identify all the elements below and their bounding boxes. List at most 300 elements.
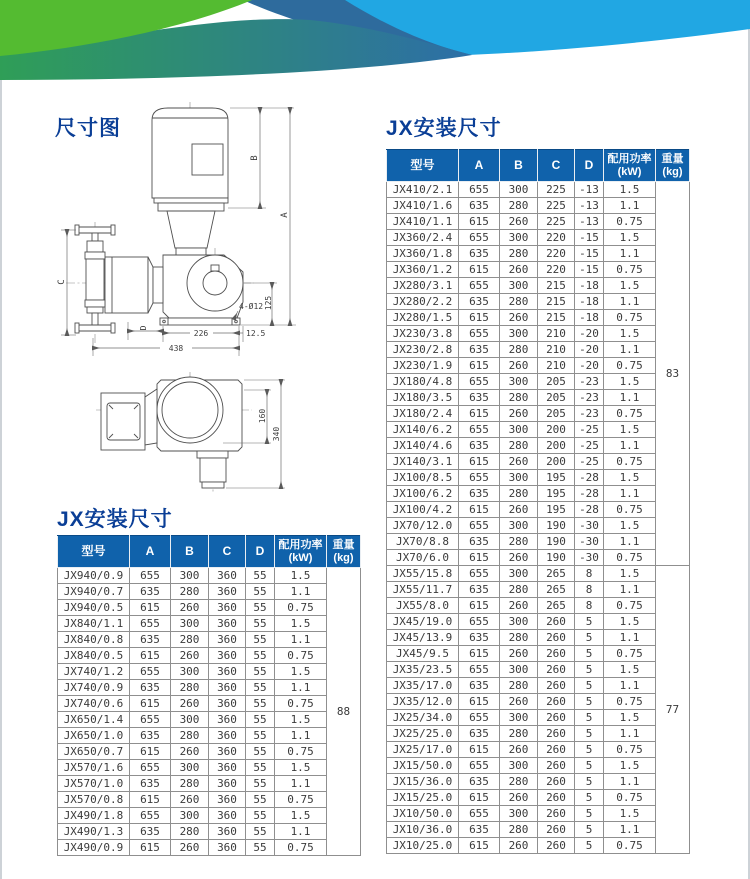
value-cell: 300 (171, 664, 209, 680)
value-cell: -23 (575, 374, 604, 390)
value-cell: 635 (459, 390, 500, 406)
model-cell: JX280/2.2 (387, 294, 459, 310)
table-row (387, 566, 690, 582)
value-cell: 5 (575, 838, 604, 854)
table-row (58, 696, 361, 712)
value-cell: 655 (130, 664, 171, 680)
value-cell: 55 (246, 776, 275, 792)
value-cell: 615 (459, 550, 500, 566)
value-cell: 655 (459, 470, 500, 486)
value-cell: 280 (500, 246, 538, 262)
value-cell: 615 (459, 454, 500, 470)
table-row (58, 744, 361, 760)
value-cell: 0.75 (604, 646, 656, 662)
value-cell: 5 (575, 742, 604, 758)
table-row (387, 246, 690, 262)
value-cell: 55 (246, 728, 275, 744)
value-cell: 360 (209, 696, 246, 712)
value-cell: 5 (575, 646, 604, 662)
table-row (58, 664, 361, 680)
value-cell: 300 (500, 806, 538, 822)
column-header: 重量(kg) (327, 536, 361, 568)
model-cell: JX140/3.1 (387, 454, 459, 470)
table-row (387, 726, 690, 742)
value-cell: 0.75 (275, 792, 327, 808)
value-cell: 1.5 (275, 664, 327, 680)
value-cell: 635 (130, 584, 171, 600)
column-header: A (130, 536, 171, 568)
value-cell: 260 (500, 262, 538, 278)
value-cell: -20 (575, 326, 604, 342)
left-table-title: JX安装尺寸 (57, 508, 173, 531)
value-cell: 615 (459, 838, 500, 854)
table-row (387, 198, 690, 214)
table-row (58, 760, 361, 776)
value-cell: 615 (459, 214, 500, 230)
value-cell: -18 (575, 278, 604, 294)
value-cell: 1.1 (604, 486, 656, 502)
table-row (58, 600, 361, 616)
model-cell: JX55/8.0 (387, 598, 459, 614)
value-cell: 635 (130, 728, 171, 744)
value-cell: 260 (538, 774, 575, 790)
value-cell: 300 (171, 808, 209, 824)
value-cell: 635 (130, 632, 171, 648)
column-header: 配用功率(kW) (604, 150, 656, 182)
value-cell: 205 (538, 390, 575, 406)
value-cell: 265 (538, 598, 575, 614)
value-cell: 260 (500, 838, 538, 854)
value-cell: 55 (246, 712, 275, 728)
value-cell: 0.75 (604, 454, 656, 470)
value-cell: 1.5 (275, 808, 327, 824)
value-cell: 615 (130, 648, 171, 664)
value-cell: 260 (538, 630, 575, 646)
value-cell: 190 (538, 550, 575, 566)
banner-graphic (0, 0, 750, 95)
value-cell: 1.1 (275, 728, 327, 744)
value-cell: 655 (459, 518, 500, 534)
table-row (387, 342, 690, 358)
value-cell: 0.75 (604, 262, 656, 278)
table-header-row (387, 150, 690, 182)
value-cell: 0.75 (604, 838, 656, 854)
value-cell: 0.75 (604, 502, 656, 518)
value-cell: 360 (209, 648, 246, 664)
value-cell: 0.75 (275, 600, 327, 616)
table-row (387, 774, 690, 790)
value-cell: 225 (538, 182, 575, 198)
value-cell: 635 (459, 630, 500, 646)
value-cell: 635 (130, 824, 171, 840)
model-cell: JX180/3.5 (387, 390, 459, 406)
value-cell: 215 (538, 278, 575, 294)
value-cell: 55 (246, 616, 275, 632)
value-cell: 260 (500, 550, 538, 566)
value-cell: -20 (575, 358, 604, 374)
value-cell: 615 (459, 310, 500, 326)
table-row (387, 230, 690, 246)
value-cell: 260 (500, 502, 538, 518)
value-cell: 5 (575, 614, 604, 630)
value-cell: 360 (209, 584, 246, 600)
value-cell: 205 (538, 374, 575, 390)
table-row (58, 728, 361, 744)
value-cell: 300 (171, 760, 209, 776)
value-cell: 215 (538, 310, 575, 326)
value-cell: 635 (459, 294, 500, 310)
value-cell: 8 (575, 566, 604, 582)
value-cell: 260 (538, 710, 575, 726)
model-cell: JX570/1.0 (58, 776, 130, 792)
dim-label-226: 226 (193, 329, 209, 338)
value-cell: 360 (209, 712, 246, 728)
value-cell: 360 (209, 728, 246, 744)
value-cell: 260 (500, 454, 538, 470)
column-header: A (459, 150, 500, 182)
value-cell: 635 (459, 486, 500, 502)
table-row (387, 662, 690, 678)
value-cell: 280 (500, 438, 538, 454)
weight-cell: 88 (327, 568, 361, 856)
value-cell: 655 (459, 326, 500, 342)
value-cell: -18 (575, 310, 604, 326)
dim-label-d: D (139, 325, 148, 331)
value-cell: 280 (500, 822, 538, 838)
value-cell: 220 (538, 246, 575, 262)
table-row (387, 358, 690, 374)
table-row (387, 822, 690, 838)
right-table-title: JX安装尺寸 (386, 117, 502, 140)
value-cell: 55 (246, 840, 275, 856)
value-cell: 655 (130, 568, 171, 584)
value-cell: 0.75 (604, 214, 656, 230)
value-cell: 655 (459, 374, 500, 390)
value-cell: 1.5 (604, 278, 656, 294)
pump-head-outline (105, 257, 163, 313)
value-cell: 190 (538, 518, 575, 534)
value-cell: 615 (459, 406, 500, 422)
value-cell: 655 (130, 712, 171, 728)
value-cell: 360 (209, 824, 246, 840)
value-cell: 0.75 (604, 358, 656, 374)
value-cell: 280 (500, 534, 538, 550)
value-cell: 280 (500, 630, 538, 646)
column-header: C (209, 536, 246, 568)
model-cell: JX490/1.3 (58, 824, 130, 840)
value-cell: 1.1 (275, 584, 327, 600)
model-cell: JX360/1.2 (387, 262, 459, 278)
value-cell: 260 (500, 790, 538, 806)
value-cell: 1.5 (275, 616, 327, 632)
value-cell: 1.5 (604, 422, 656, 438)
column-header: 重量(kg) (656, 150, 690, 182)
model-cell: JX410/1.1 (387, 214, 459, 230)
value-cell: -13 (575, 198, 604, 214)
model-cell: JX35/23.5 (387, 662, 459, 678)
model-cell: JX490/0.9 (58, 840, 130, 856)
value-cell: 55 (246, 792, 275, 808)
table-row (58, 840, 361, 856)
column-header: B (500, 150, 538, 182)
value-cell: 55 (246, 568, 275, 584)
top-view-drawing (96, 372, 285, 492)
value-cell: 1.5 (275, 568, 327, 584)
model-cell: JX490/1.8 (58, 808, 130, 824)
value-cell: 55 (246, 680, 275, 696)
table-row (387, 182, 690, 198)
model-cell: JX100/4.2 (387, 502, 459, 518)
value-cell: 635 (459, 534, 500, 550)
value-cell: 360 (209, 680, 246, 696)
value-cell: 8 (575, 582, 604, 598)
table-row (58, 808, 361, 824)
value-cell: 300 (500, 614, 538, 630)
value-cell: 260 (500, 694, 538, 710)
value-cell: 55 (246, 664, 275, 680)
value-cell: 1.5 (604, 230, 656, 246)
value-cell: -23 (575, 406, 604, 422)
value-cell: 280 (171, 728, 209, 744)
model-cell: JX70/12.0 (387, 518, 459, 534)
value-cell: 615 (130, 696, 171, 712)
value-cell: 615 (459, 262, 500, 278)
value-cell: 635 (459, 726, 500, 742)
value-cell: 360 (209, 616, 246, 632)
table-row (58, 648, 361, 664)
value-cell: 615 (459, 358, 500, 374)
value-cell: 615 (130, 600, 171, 616)
value-cell: 280 (500, 582, 538, 598)
value-cell: -28 (575, 502, 604, 518)
value-cell: 300 (500, 518, 538, 534)
value-cell: 190 (538, 534, 575, 550)
table-row (58, 712, 361, 728)
value-cell: 360 (209, 664, 246, 680)
value-cell: 215 (538, 294, 575, 310)
dim-label-438: 438 (168, 344, 184, 353)
table-row (387, 646, 690, 662)
value-cell: 55 (246, 632, 275, 648)
value-cell: 615 (459, 502, 500, 518)
value-cell: 1.5 (275, 712, 327, 728)
table-row (58, 824, 361, 840)
model-cell: JX140/6.2 (387, 422, 459, 438)
value-cell: 300 (500, 566, 538, 582)
value-cell: 260 (538, 790, 575, 806)
value-cell: 615 (459, 694, 500, 710)
dim-label-340: 340 (272, 426, 281, 442)
value-cell: -28 (575, 470, 604, 486)
page-left-edge (0, 0, 2, 879)
model-cell: JX10/50.0 (387, 806, 459, 822)
model-cell: JX650/1.4 (58, 712, 130, 728)
table-row (58, 792, 361, 808)
table-row (387, 598, 690, 614)
value-cell: 615 (459, 742, 500, 758)
value-cell: 1.5 (604, 566, 656, 582)
value-cell: 260 (171, 744, 209, 760)
value-cell: 615 (130, 840, 171, 856)
value-cell: 210 (538, 342, 575, 358)
value-cell: 260 (500, 598, 538, 614)
table-row (387, 758, 690, 774)
model-cell: JX360/1.8 (387, 246, 459, 262)
model-cell: JX740/0.9 (58, 680, 130, 696)
value-cell: 260 (538, 742, 575, 758)
value-cell: 655 (459, 662, 500, 678)
value-cell: 260 (538, 726, 575, 742)
model-cell: JX650/0.7 (58, 744, 130, 760)
model-cell: JX100/6.2 (387, 486, 459, 502)
value-cell: 360 (209, 776, 246, 792)
value-cell: 1.1 (604, 390, 656, 406)
value-cell: 260 (538, 614, 575, 630)
value-cell: 360 (209, 840, 246, 856)
value-cell: 1.1 (275, 632, 327, 648)
model-cell: JX45/19.0 (387, 614, 459, 630)
value-cell: 280 (171, 776, 209, 792)
value-cell: -25 (575, 454, 604, 470)
value-cell: 1.1 (604, 246, 656, 262)
value-cell: 260 (538, 758, 575, 774)
value-cell: 0.75 (604, 742, 656, 758)
value-cell: 655 (130, 760, 171, 776)
value-cell: 280 (500, 678, 538, 694)
value-cell: -30 (575, 518, 604, 534)
model-cell: JX280/1.5 (387, 310, 459, 326)
model-cell: JX940/0.7 (58, 584, 130, 600)
model-cell: JX55/11.7 (387, 582, 459, 598)
table-row (387, 518, 690, 534)
column-header: 型号 (58, 536, 130, 568)
value-cell: 280 (500, 486, 538, 502)
table-row (387, 534, 690, 550)
value-cell: 615 (130, 744, 171, 760)
model-cell: JX15/36.0 (387, 774, 459, 790)
weight-cell: 83 (656, 182, 690, 566)
value-cell: 615 (459, 790, 500, 806)
value-cell: 655 (459, 422, 500, 438)
model-cell: JX35/17.0 (387, 678, 459, 694)
motor-outline (152, 108, 228, 255)
value-cell: 260 (171, 792, 209, 808)
table-row (58, 776, 361, 792)
model-cell: JX360/2.4 (387, 230, 459, 246)
value-cell: 5 (575, 790, 604, 806)
model-cell: JX410/1.6 (387, 198, 459, 214)
value-cell: -25 (575, 422, 604, 438)
value-cell: -30 (575, 550, 604, 566)
table-row (387, 502, 690, 518)
value-cell: 210 (538, 326, 575, 342)
table-row (387, 406, 690, 422)
value-cell: 260 (538, 678, 575, 694)
value-cell: -15 (575, 246, 604, 262)
value-cell: 1.5 (604, 614, 656, 630)
value-cell: 300 (500, 230, 538, 246)
value-cell: 0.75 (275, 744, 327, 760)
value-cell: 300 (500, 326, 538, 342)
value-cell: 280 (500, 294, 538, 310)
dim-label-c: C (57, 279, 67, 285)
value-cell: 55 (246, 760, 275, 776)
value-cell: 615 (459, 598, 500, 614)
value-cell: 1.1 (604, 774, 656, 790)
value-cell: 655 (459, 806, 500, 822)
value-cell: 635 (459, 774, 500, 790)
value-cell: 0.75 (604, 790, 656, 806)
model-cell: JX10/36.0 (387, 822, 459, 838)
value-cell: 0.75 (275, 648, 327, 664)
front-view-drawing (57, 102, 296, 356)
table-row (387, 806, 690, 822)
table-row (387, 630, 690, 646)
value-cell: 300 (171, 568, 209, 584)
value-cell: 0.75 (604, 694, 656, 710)
dim-label-b: B (250, 155, 260, 161)
model-cell: JX180/2.4 (387, 406, 459, 422)
value-cell: 1.1 (275, 776, 327, 792)
table-row (387, 374, 690, 390)
model-cell: JX25/25.0 (387, 726, 459, 742)
value-cell: 1.5 (604, 326, 656, 342)
value-cell: 1.5 (275, 760, 327, 776)
value-cell: 360 (209, 808, 246, 824)
value-cell: 5 (575, 662, 604, 678)
value-cell: 5 (575, 774, 604, 790)
value-cell: 655 (130, 808, 171, 824)
table-row (58, 680, 361, 696)
model-cell: JX840/0.5 (58, 648, 130, 664)
table-row (58, 632, 361, 648)
dim-label-160: 160 (258, 408, 267, 424)
value-cell: 225 (538, 198, 575, 214)
value-cell: 1.1 (604, 726, 656, 742)
value-cell: -28 (575, 486, 604, 502)
pump-dimension-drawing (40, 100, 370, 500)
value-cell: 280 (500, 198, 538, 214)
value-cell: 55 (246, 648, 275, 664)
value-cell: 195 (538, 502, 575, 518)
value-cell: 260 (500, 406, 538, 422)
value-cell: 635 (459, 822, 500, 838)
model-cell: JX840/0.8 (58, 632, 130, 648)
value-cell: 1.5 (604, 182, 656, 198)
value-cell: -23 (575, 390, 604, 406)
model-cell: JX650/1.0 (58, 728, 130, 744)
column-header: 配用功率(kW) (275, 536, 327, 568)
table-row (387, 550, 690, 566)
value-cell: 655 (459, 230, 500, 246)
value-cell: 260 (171, 696, 209, 712)
table-row (387, 710, 690, 726)
model-cell: JX940/0.9 (58, 568, 130, 584)
value-cell: 265 (538, 582, 575, 598)
diagram-title: 尺寸图 (55, 117, 121, 140)
value-cell: 1.1 (604, 438, 656, 454)
value-cell: 1.1 (604, 822, 656, 838)
dim-label-bolt-holes: 4-Ø12 (239, 302, 264, 311)
value-cell: 1.1 (604, 198, 656, 214)
value-cell: 300 (500, 662, 538, 678)
value-cell: 615 (459, 646, 500, 662)
value-cell: 300 (500, 374, 538, 390)
value-cell: 635 (459, 438, 500, 454)
value-cell: 0.75 (604, 310, 656, 326)
value-cell: 55 (246, 696, 275, 712)
value-cell: 260 (171, 840, 209, 856)
